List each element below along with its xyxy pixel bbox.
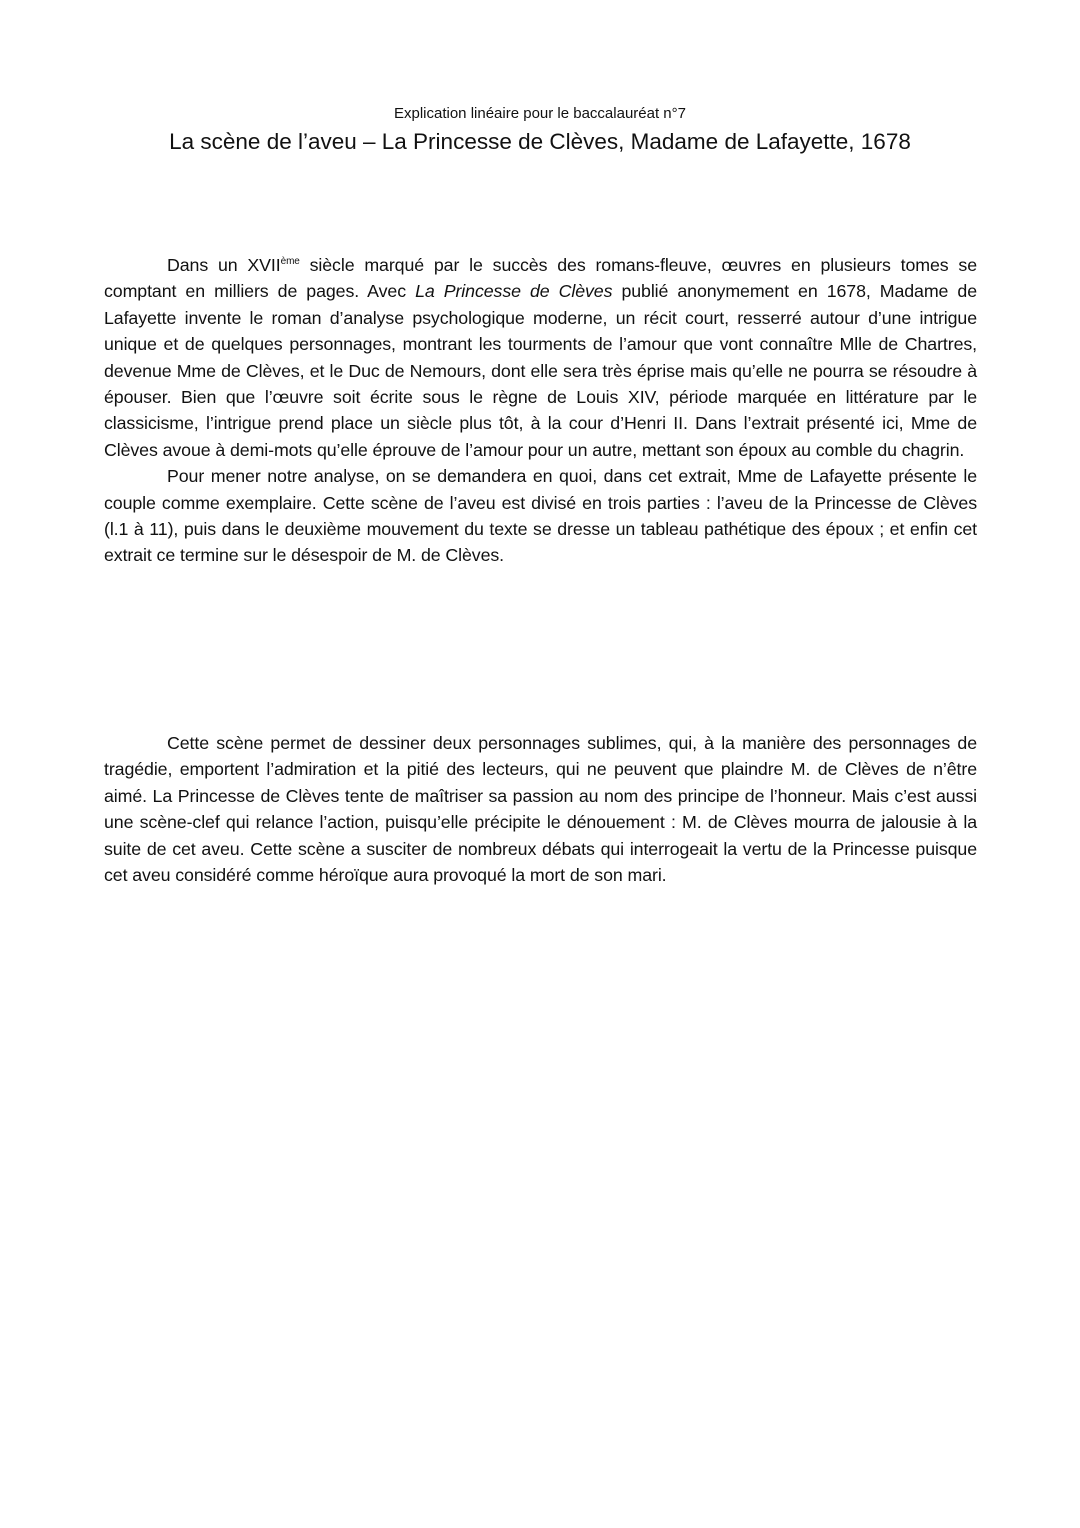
- book-title-italic: La Princesse de Clèves: [415, 281, 613, 302]
- introduction-paragraph-problematic: Pour mener notre analyse, on se demandera en quoi, dans cet extrait, Mme de Lafayette présente le couple comme exemplaire. Cette scène de l’aveu est divisé en trois parties : l’aveu de la Princesse de Clèves (l.1 à 11), puis dans le deuxième mouvement du texte se dresse un tableau pathétique des époux ; et enfin cet extrait ce termine sur le désespoir de M. de Clèves.: [104, 466, 977, 566]
- conclusion-section: [104, 730, 977, 888]
- intro-text-end: publié anonymement en 1678, Madame de Lafayette invente le roman d’analyse psychologique moderne, un récit court, resserré autour d’une intrigue unique et de quelques personnages, montrant les tourments de l’amour que vont connaître Mlle de Chartres, devenue Mme de Clèves, et le Duc de Nemours, dont elle sera très éprise mais qu’elle ne pourra se résoudre à épouser. Bien que l’œuvre soit écrite sous le règne de Louis XIV, période marquée en littérature par le classicisme, l’intrigue prend place un siècle plus tôt, à la cour d’Henri II. Dans l’extrait présenté ici, Mme de Clèves avoue à demi-mots qu’elle éprouve de l’amour pour un autre, mettant son époux au comble du chagrin.: [104, 281, 978, 460]
- intro-text-middle: siècle marqué par le succès des romans-fleuve, œuvres en plusieurs tomes se comptant en milliers de pages. Avec: [104, 255, 977, 302]
- introduction-paragraph-context: [104, 252, 977, 463]
- intro-text-start: Dans un XVII: [167, 255, 281, 275]
- century-superscript: ème: [280, 256, 300, 267]
- document-subtitle: Explication linéaire pour le baccalauréat n°7: [393, 105, 686, 122]
- document-title: La scène de l’aveu – La Princesse de Clèves, Madame de Lafayette, 1678: [169, 129, 911, 154]
- introduction-section: [104, 252, 977, 569]
- conclusion-paragraph: Cette scène permet de dessiner deux personnages sublimes, qui, à la manière des personnages de tragédie, emportent l’admiration et la pitié des lecteurs, qui ne peuvent que plaindre M. de Clèves de n’être aimé. La Princesse de Clèves tente de maîtriser sa passion au nom des principe de l’honneur. Mais c’est aussi une scène-clef qui relance l’action, puisqu’elle précipite le dénouement : M. de Clèves mourra de jalousie à la suite de cet aveu. Cette scène a susciter de nombreux débats qui interrogeait la vertu de la Princesse puisque cet aveu considéré comme héroïque aura provoqué la mort de son mari.: [104, 733, 977, 886]
